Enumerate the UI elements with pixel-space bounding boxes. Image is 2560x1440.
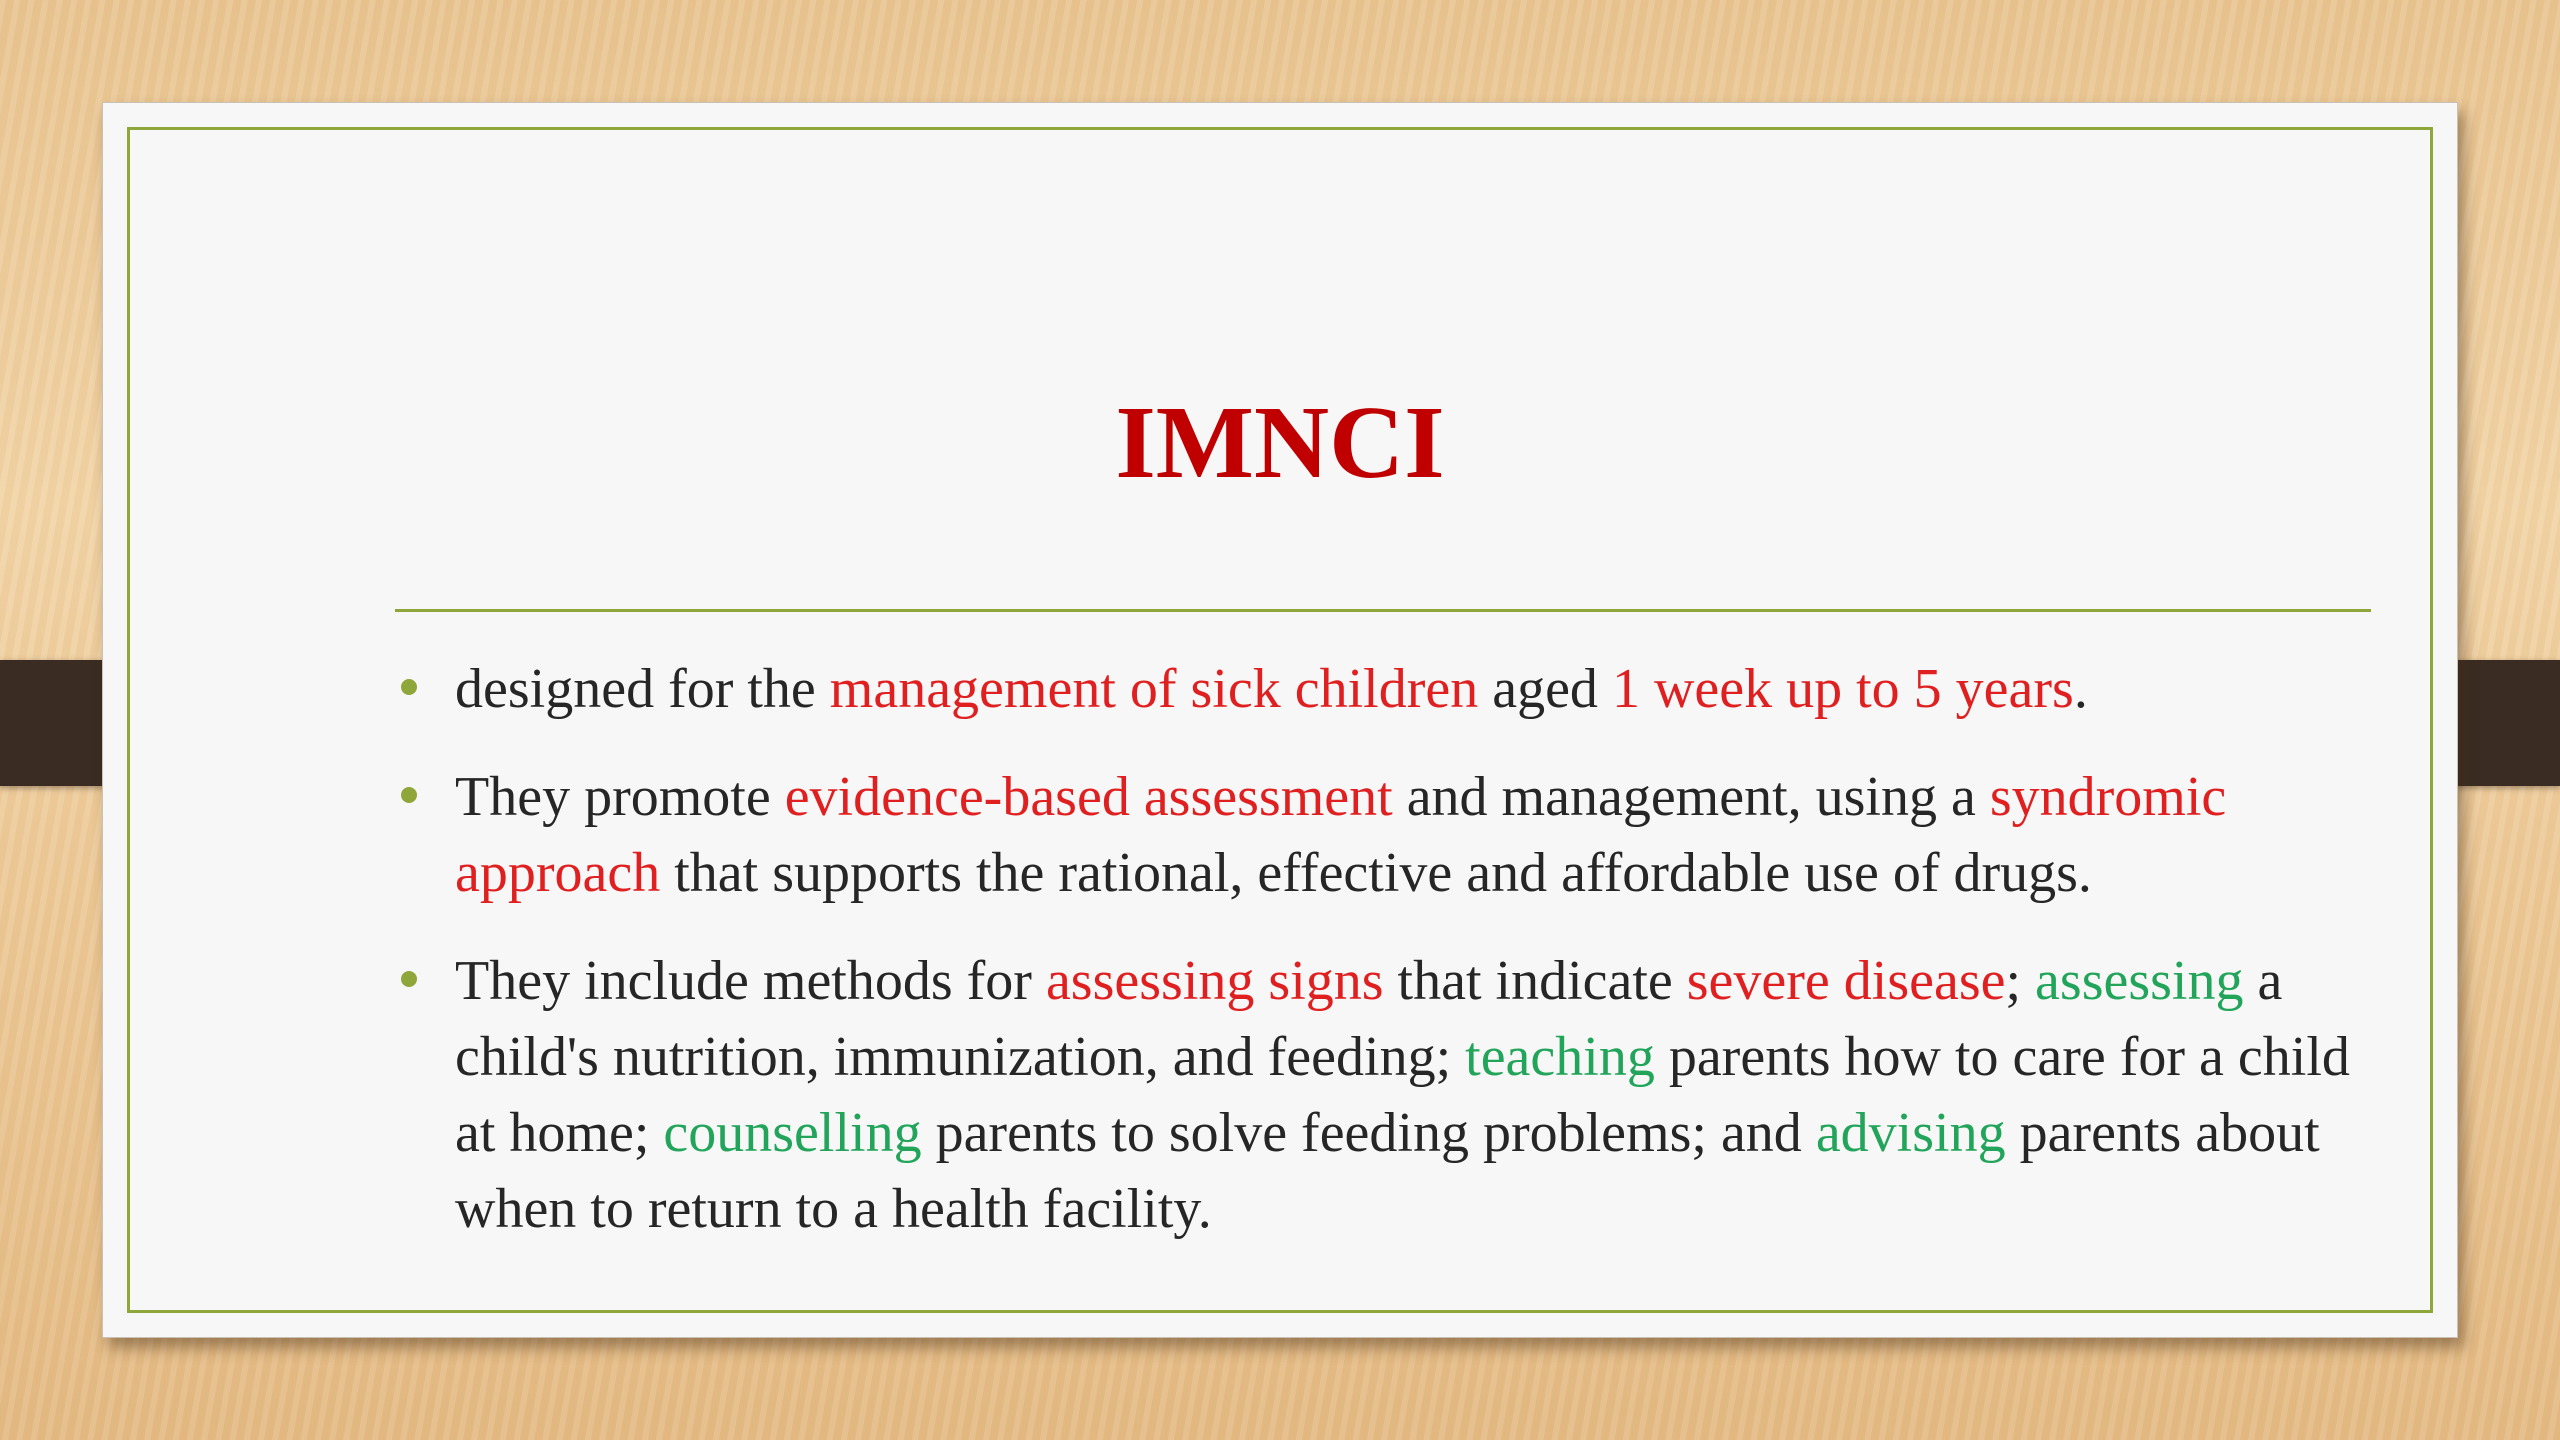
highlight-text: advising [1815, 1102, 2006, 1164]
highlight-text: syndromic approach [455, 766, 2227, 904]
bullet-item [393, 651, 2383, 727]
bullet-text: parents about when to return to a health facility. [455, 1102, 2320, 1240]
highlight-text: assessing signs [1045, 950, 1384, 1012]
title-divider [395, 609, 2371, 612]
slide-title: IMNCI [1115, 385, 1445, 500]
bullet-text: ; [2005, 950, 2036, 1012]
highlight-text: teaching [1465, 1026, 1655, 1088]
highlight-text: evidence-based assessment [784, 766, 1393, 828]
bullet-item [393, 943, 2383, 1247]
bullet-text: . [2073, 658, 2088, 720]
bullet-text: They promote [455, 766, 785, 828]
bullet-dot-icon [401, 787, 417, 803]
highlight-text: counselling [663, 1102, 922, 1164]
bullet-text: parents to solve feeding problems; and [921, 1102, 1816, 1164]
slide [102, 102, 2458, 1338]
bullet-text: parents how to care for a child at home; [455, 1026, 2350, 1164]
highlight-text: management of sick children [829, 658, 1479, 720]
bullet-text: that supports the rational, effective and affordable use of drugs. [660, 842, 2092, 904]
bullet-text: and management, using a [1392, 766, 1990, 828]
bullet-item [393, 759, 2383, 911]
bullet-text: designed for the [455, 658, 830, 720]
bullet-text: that indicate [1383, 950, 1687, 1012]
bullet-text: aged [1478, 658, 1612, 720]
bullet-text: a child's nutrition, immunization, and feeding; [455, 950, 2283, 1088]
bullet-dot-icon [401, 679, 417, 695]
bullet-text: They include methods for [455, 950, 1046, 1012]
highlight-text: assessing [2035, 950, 2244, 1012]
bullet-dot-icon [401, 971, 417, 987]
highlight-text: severe disease [1686, 950, 2006, 1012]
highlight-text: 1 week up to 5 years [1611, 658, 2074, 720]
bullet-list [393, 651, 2383, 1279]
